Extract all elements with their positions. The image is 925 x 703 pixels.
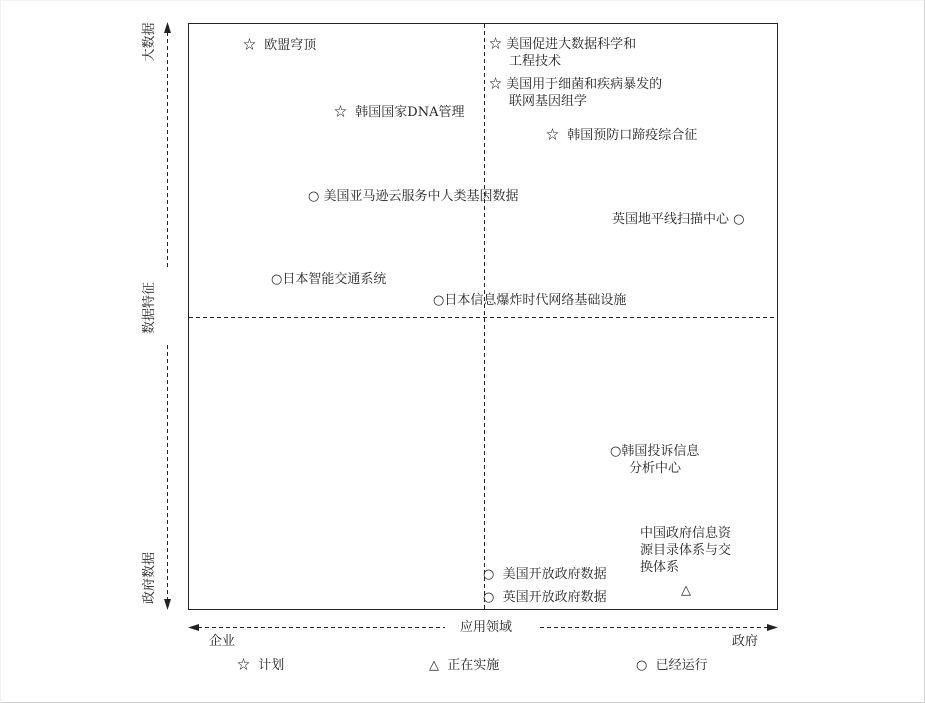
project-label: 韩国国家DNA管理 — [355, 105, 465, 120]
project-label-line: 换体系 — [640, 560, 680, 575]
star-icon: ☆ — [489, 37, 503, 52]
project-item — [640, 525, 731, 576]
project-item — [489, 76, 662, 110]
circle-icon: ○ — [271, 272, 283, 287]
project-label: 美国开放政府数据 — [502, 567, 607, 582]
circle-icon: ○ — [733, 212, 745, 227]
project-item — [334, 104, 464, 121]
y-axis-bottom-label: 政府数据 — [142, 551, 157, 605]
project-label: 日本信息爆炸时代网络基础设施 — [444, 293, 627, 308]
project-label: 英国地平线扫描中心 — [612, 212, 730, 227]
project-label: 英国开放政府数据 — [502, 590, 607, 605]
project-label-line: 美国用于细菌和疾病暴发的 — [506, 77, 663, 92]
project-label-line: 美国促进大数据科学和 — [506, 37, 637, 52]
circle-icon: ○ — [483, 590, 495, 605]
project-label-line: 韩国投诉信息 — [621, 444, 700, 459]
project-item — [271, 271, 386, 288]
project-label-line: 分析中心 — [629, 461, 682, 476]
y-axis-title: 数据特征 — [142, 281, 157, 335]
project-label-line: 联网基因组学 — [509, 94, 588, 109]
x-axis-right-label: 政府 — [732, 634, 759, 649]
star-icon: ☆ — [243, 38, 257, 53]
project-item — [433, 292, 626, 309]
triangle-icon: △ — [429, 658, 439, 673]
project-item — [489, 36, 636, 70]
project-item — [612, 211, 745, 228]
project-item — [243, 37, 316, 54]
x-axis-left-label: 企业 — [209, 634, 236, 649]
project-label: 日本智能交通系统 — [282, 272, 387, 287]
circle-icon: ○ — [483, 567, 495, 582]
project-label-line: 中国政府信息资 — [640, 526, 732, 541]
triangle-icon: △ — [681, 583, 691, 598]
project-item — [546, 127, 697, 144]
legend-item-running — [636, 657, 708, 674]
circle-icon: ○ — [433, 293, 445, 308]
y-axis-top-label: 大数据 — [142, 22, 157, 62]
circle-icon: ○ — [610, 444, 622, 459]
legend-item-plan — [237, 657, 284, 674]
project-label-line: 源目录体系与交 — [640, 543, 732, 558]
y-axis-arrow-down-icon — [164, 599, 171, 610]
project-item — [483, 566, 607, 583]
project-label: 韩国预防口蹄疫综合征 — [567, 128, 698, 143]
x-axis-arrow-left-icon — [188, 624, 199, 631]
project-item — [308, 188, 519, 205]
x-axis-arrow-right-icon — [767, 624, 778, 631]
project-label: 美国亚马逊云服务中人类基因数据 — [323, 189, 519, 204]
star-icon: ☆ — [237, 658, 251, 673]
legend-item-implementing — [429, 657, 499, 674]
legend-label: 已经运行 — [655, 658, 708, 673]
plot-box — [189, 24, 778, 610]
project-item — [610, 443, 699, 477]
project-item — [483, 589, 607, 606]
y-axis-arrow-up-icon — [164, 22, 171, 33]
circle-icon: ○ — [308, 189, 320, 204]
project-label: 欧盟穹顶 — [264, 38, 317, 53]
x-axis-title: 应用领域 — [460, 620, 513, 635]
legend-label: 正在实施 — [447, 658, 500, 673]
project-label-line: 工程技术 — [509, 54, 562, 69]
star-icon: ☆ — [334, 105, 348, 120]
circle-icon: ○ — [636, 658, 648, 673]
star-icon: ☆ — [489, 77, 503, 92]
star-icon: ☆ — [546, 128, 560, 143]
legend-label: 计划 — [258, 658, 285, 673]
